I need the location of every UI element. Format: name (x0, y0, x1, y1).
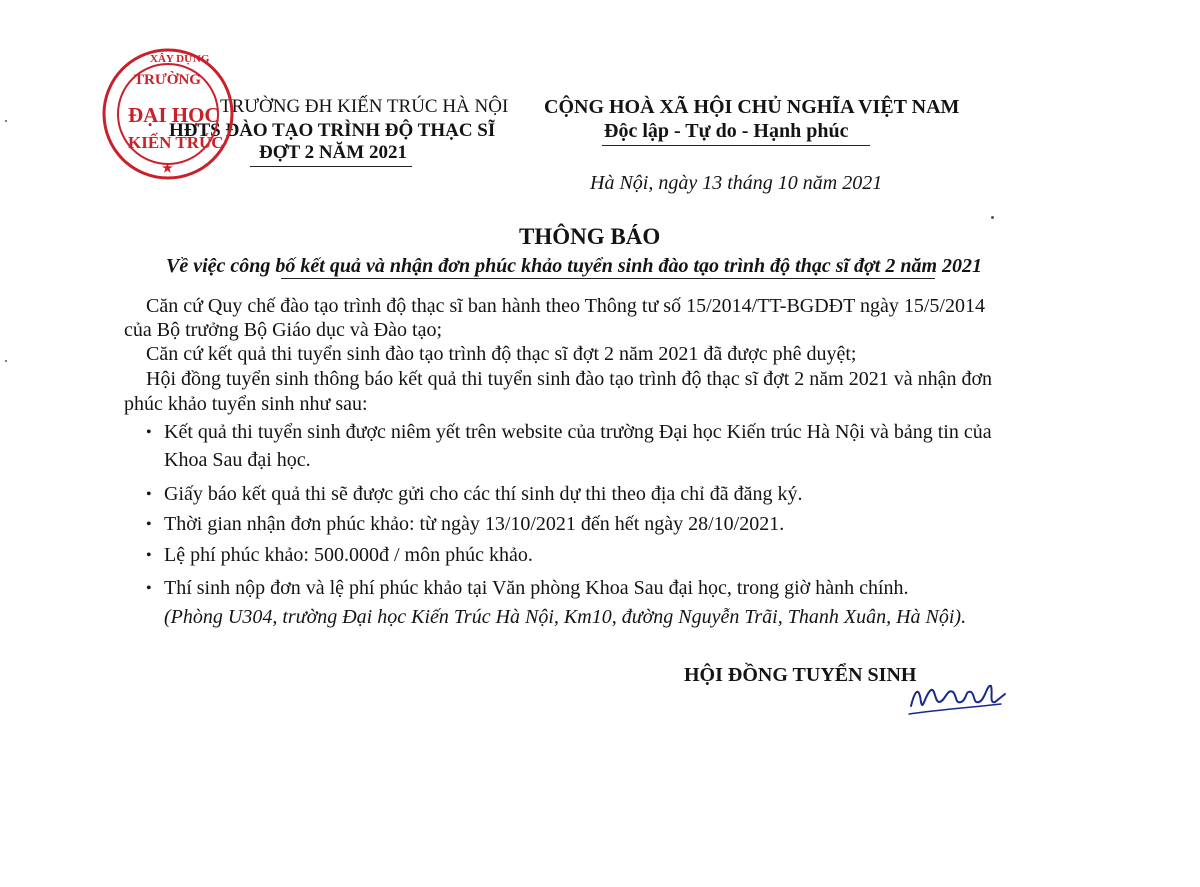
bullet-appeal-period: Thời gian nhận đơn phúc khảo: từ ngày 13/10/2021 đến hết ngày 28/10/2021. (164, 513, 785, 535)
bullet-submission-place: Thí sinh nộp đơn và lệ phí phúc khảo tại Văn phòng Khoa Sau đại học, trong giờ hành chính. (164, 577, 909, 599)
paragraph-announcement: Hội đồng tuyển sinh thông báo kết quả thi tuyển sinh đào tạo trình độ thạc sĩ đợt 2 năm 2021 và nhận đơn (146, 368, 993, 390)
bullet-marker: • (146, 424, 152, 441)
signatory-title: HỘI ĐỒNG TUYỂN SINH (684, 664, 917, 686)
stamp-middle-text: ĐẠI HỌC (128, 103, 220, 127)
issuer-council: HĐTS ĐÀO TẠO TRÌNH ĐỘ THẠC SĨ (169, 120, 496, 141)
bullet-submission-address: (Phòng U304, trường Đại học Kiến Trúc Hà Nội, Km10, đường Nguyễn Trãi, Thanh Xuân, Hà Nội). (164, 606, 967, 628)
stamp-top-text: TRƯỜNG (134, 72, 201, 88)
document-subtitle: Về việc công bố kết quả và nhận đơn phúc khảo tuyển sinh đào tạo trình độ thạc sĩ đợt 2 năm 2021 (166, 255, 983, 277)
subtitle-underline (281, 278, 935, 279)
national-motto: Độc lập - Tự do - Hạnh phúc (604, 120, 849, 142)
issue-date: Hà Nội, ngày 13 tháng 10 năm 2021 (590, 172, 883, 194)
scan-speck (991, 216, 994, 219)
bullet-results-posting-cont: Khoa Sau đại học. (164, 449, 311, 471)
stamp-ring-text: XÂY DỰNG (150, 53, 210, 65)
bullet-marker: • (146, 486, 152, 503)
issuer-school: TRƯỜNG ĐH KIẾN TRÚC HÀ NỘI (220, 96, 509, 117)
issuer-round: ĐỢT 2 NĂM 2021 (259, 142, 407, 163)
country-name: CỘNG HOÀ XÃ HỘI CHỦ NGHĨA VIỆT NAM (544, 96, 960, 118)
paragraph-legal-basis-1-cont: của Bộ trưởng Bộ Giáo dục và Đào tạo; (124, 319, 443, 341)
issuer-underline (250, 166, 412, 167)
bullet-appeal-fee: Lệ phí phúc khảo: 500.000đ / môn phúc khảo. (164, 544, 533, 566)
stamp-bottom-text: KIẾN TRÚC (128, 133, 224, 152)
official-stamp (98, 44, 238, 184)
handwritten-signature (905, 672, 1015, 722)
bullet-results-posting: Kết quả thi tuyển sinh được niêm yết trên website của trường Đại học Kiến trúc Hà Nội và bảng tin của (164, 421, 992, 443)
bullet-marker: • (146, 516, 152, 533)
paragraph-announcement-cont: phúc khảo tuyển sinh như sau: (124, 393, 368, 415)
bullet-marker: • (146, 580, 152, 597)
bullet-result-notice: Giấy báo kết quả thi sẽ được gửi cho các thí sinh dự thi theo địa chỉ đã đăng ký. (164, 483, 803, 505)
scan-speck (5, 360, 7, 362)
paragraph-legal-basis-1: Căn cứ Quy chế đào tạo trình độ thạc sĩ ban hành theo Thông tư số 15/2014/TT-BGDĐT ngày 15/5/2014 (146, 295, 985, 317)
paragraph-legal-basis-2: Căn cứ kết quả thi tuyển sinh đào tạo trình độ thạc sĩ đợt 2 năm 2021 đã được phê duyệt; (146, 343, 857, 365)
stamp-star-icon: ★ (162, 161, 173, 175)
scan-speck (5, 120, 7, 122)
document-title: THÔNG BÁO (519, 224, 661, 249)
bullet-marker: • (146, 547, 152, 564)
motto-underline (602, 145, 870, 146)
